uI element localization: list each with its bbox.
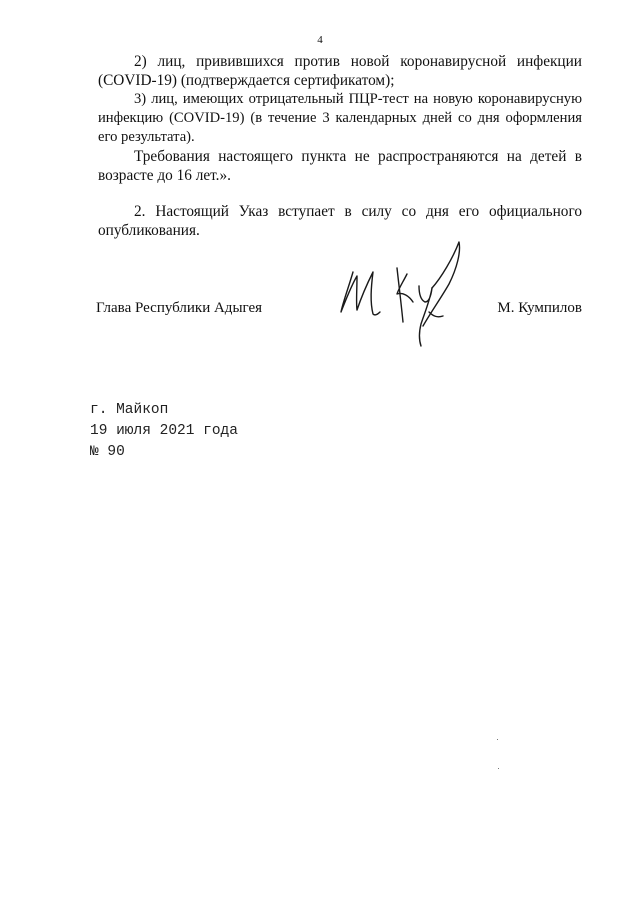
signer-name: М. Кумпилов: [497, 300, 582, 316]
paragraph-effective-date: 2. Настоящий Указ вступает в силу со дня его официального опубликования.: [98, 203, 582, 239]
decree-text: [98, 52, 582, 240]
page-number: 4: [317, 34, 323, 46]
issue-details: [90, 400, 238, 463]
paragraph-item-3: 3) лиц, имеющих отрицательный ПЦР-тест на новую коронавирусную инфекцию (COVID-19) (в течение 3 календарных дней со дня оформления его результата).: [98, 91, 582, 145]
paragraph-exception: Требования настоящего пункта не распространяются на детей в возрасте до 16 лет.».: [98, 148, 582, 184]
issue-place: г. Майкоп: [90, 402, 169, 418]
issue-date: 19 июля 2021 года: [90, 423, 238, 439]
paragraph-item-2: 2) лиц, привившихся против новой коронавирусной инфекции (COVID-19) (подтверждается сертификатом);: [98, 53, 582, 89]
handwritten-signature: [335, 236, 475, 348]
decree-number: № 90: [90, 444, 125, 460]
scan-speck: [498, 768, 499, 769]
scan-speck: [497, 739, 498, 740]
signer-title: Глава Республики Адыгея: [96, 300, 263, 316]
